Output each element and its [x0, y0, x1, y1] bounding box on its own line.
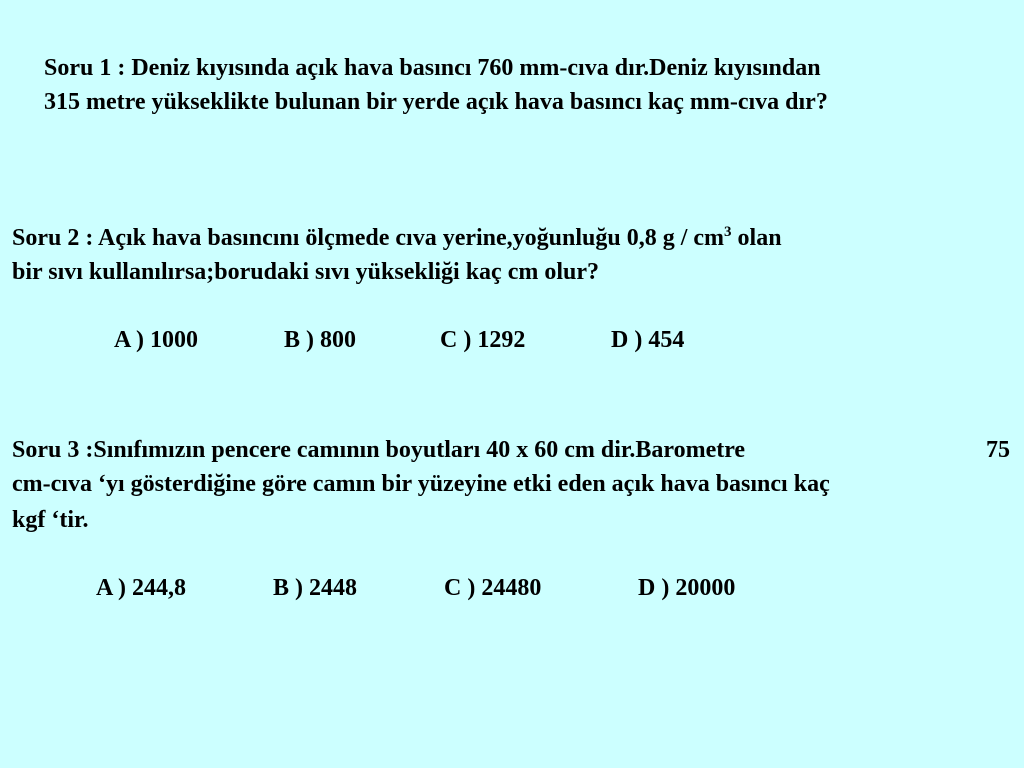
question-3-option-d: D ) 20000: [638, 575, 736, 601]
question-3-line-3: kgf ‘tir.: [12, 507, 89, 533]
question-3-option-b: B ) 2448: [273, 575, 357, 601]
question-1-line-2: 315 metre yükseklikte bulunan bir yerde açık hava basıncı kaç mm-cıva dır?: [44, 89, 828, 115]
question-3-option-a: A ) 244,8: [96, 575, 186, 601]
question-2-option-d: D ) 454: [611, 327, 685, 353]
question-3-line-2: cm-cıva ‘yı gösterdiğine göre camın bir yüzeyine etki eden açık hava basıncı kaç: [12, 471, 830, 497]
question-2-line-2: bir sıvı kullanılırsa;borudaki sıvı yüksekliği kaç cm olur?: [12, 259, 600, 285]
question-3-option-c: C ) 24480: [444, 575, 542, 601]
question-1-line-1: Soru 1 : Deniz kıyısında açık hava basıncı 760 mm-cıva dır.Deniz kıyısından: [44, 55, 821, 81]
question-2-text-end: olan: [731, 225, 782, 251]
question-2-option-a: A ) 1000: [114, 327, 198, 353]
superscript-exponent: 3: [724, 224, 732, 240]
question-2-line-1: [12, 224, 782, 252]
question-3-line-1-right: 75: [986, 437, 1010, 463]
question-3-line-1: Soru 3 :Sınıfımızın pencere camının boyutları 40 x 60 cm dir.Barometre: [12, 437, 746, 463]
question-2-option-c: C ) 1292: [440, 327, 526, 353]
question-2-text: Soru 2 : Açık hava basıncını ölçmede cıva yerine,yoğunluğu 0,8 g / cm: [12, 225, 725, 251]
question-2-option-b: B ) 800: [284, 327, 356, 353]
